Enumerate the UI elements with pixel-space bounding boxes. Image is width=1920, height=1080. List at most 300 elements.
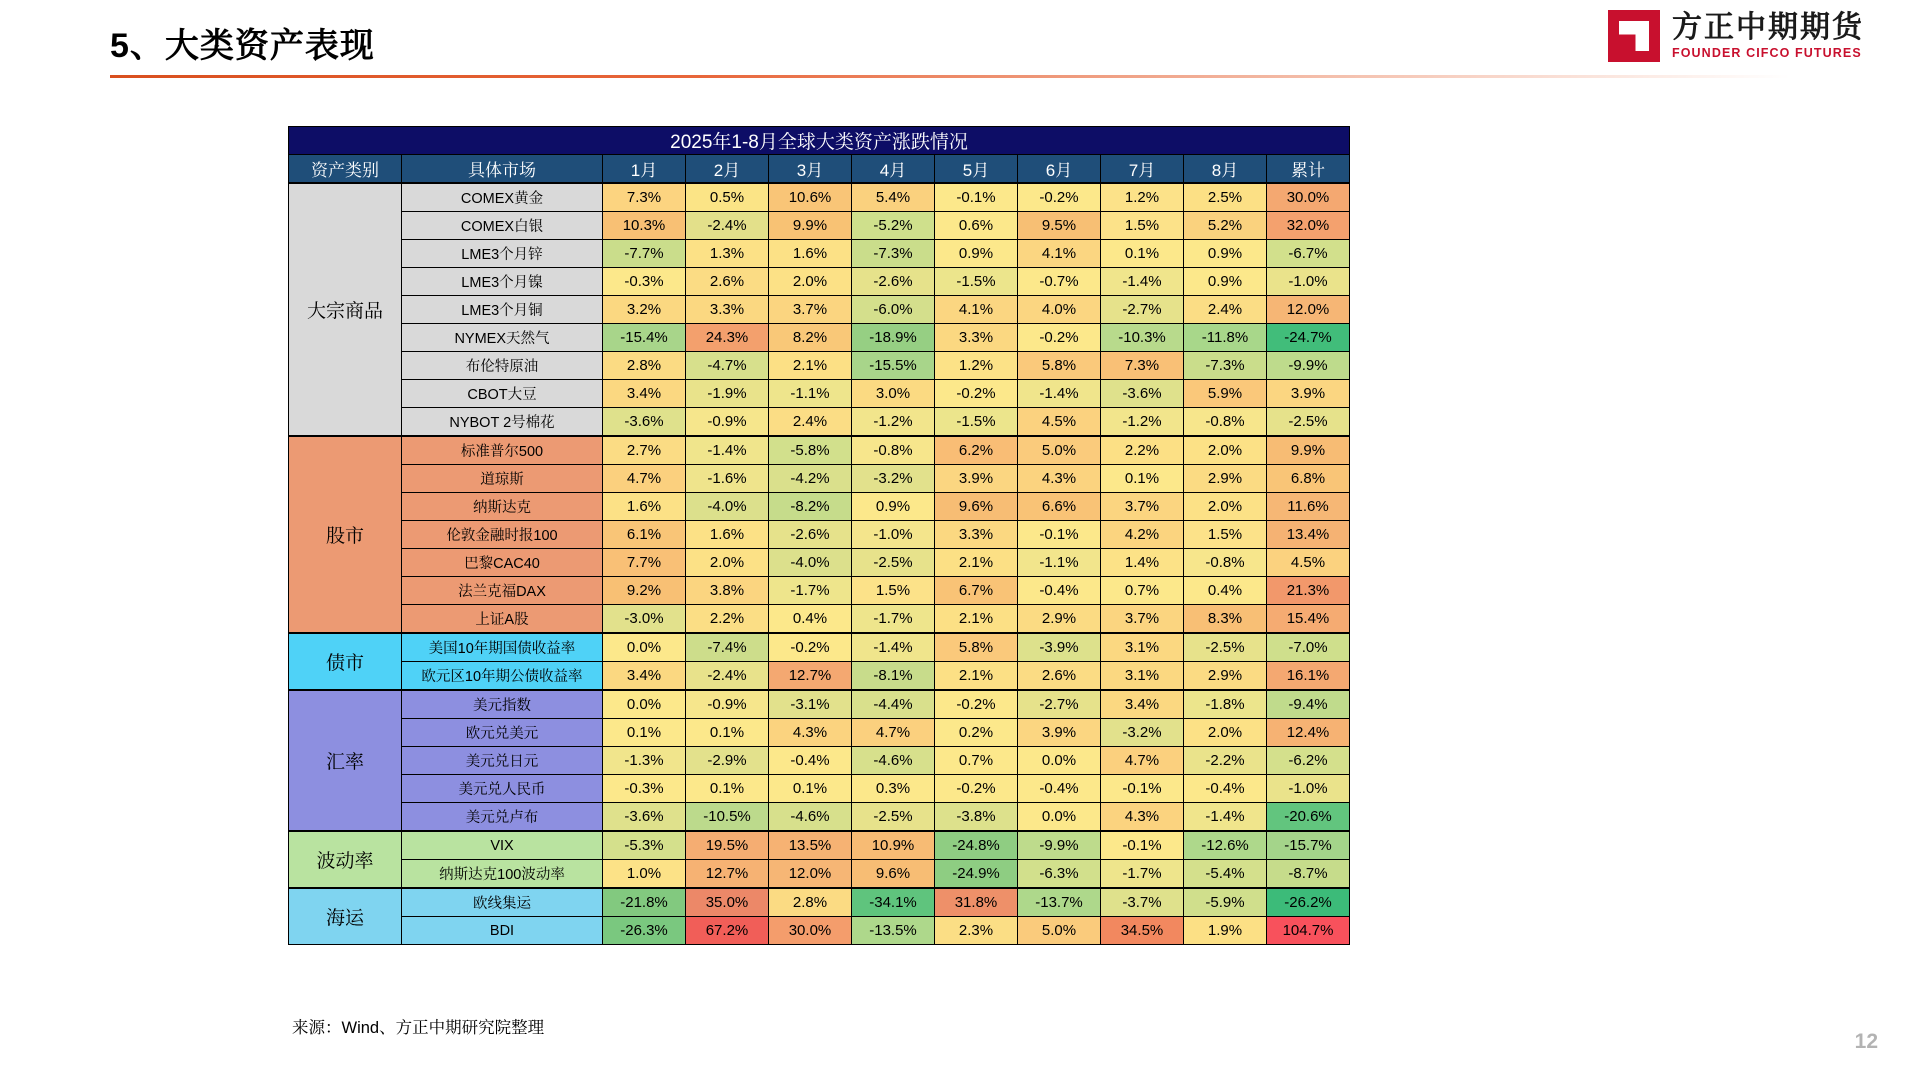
table-row xyxy=(289,917,1350,945)
value-cell: 4.0% xyxy=(1018,296,1101,324)
asset-performance-table-wrap xyxy=(288,126,1350,945)
value-cell: 4.7% xyxy=(1101,747,1184,775)
value-cell: -24.8% xyxy=(935,831,1018,860)
asset-category-cell: 股市 xyxy=(289,436,402,633)
value-cell: -7.7% xyxy=(603,240,686,268)
value-cell: -2.5% xyxy=(1267,408,1350,437)
value-cell: -11.8% xyxy=(1184,324,1267,352)
value-cell: 3.7% xyxy=(1101,605,1184,634)
value-cell: 3.1% xyxy=(1101,633,1184,662)
value-cell: 34.5% xyxy=(1101,917,1184,945)
value-cell: 24.3% xyxy=(686,324,769,352)
value-cell: -3.9% xyxy=(1018,633,1101,662)
value-cell: -0.1% xyxy=(1101,831,1184,860)
market-name-cell: LME3个月镍 xyxy=(402,268,603,296)
market-name-cell: 上证A股 xyxy=(402,605,603,634)
value-cell: 3.0% xyxy=(852,380,935,408)
value-cell: 2.0% xyxy=(1184,719,1267,747)
value-cell: -1.4% xyxy=(1018,380,1101,408)
value-cell: -2.4% xyxy=(686,662,769,691)
value-cell: 2.1% xyxy=(935,662,1018,691)
value-cell: 0.4% xyxy=(769,605,852,634)
value-cell: -2.7% xyxy=(1101,296,1184,324)
asset-category-cell: 大宗商品 xyxy=(289,183,402,436)
value-cell: 2.7% xyxy=(603,436,686,465)
value-cell: 12.0% xyxy=(1267,296,1350,324)
column-header-7: 6月 xyxy=(1018,155,1101,184)
value-cell: -0.8% xyxy=(1184,549,1267,577)
value-cell: -26.3% xyxy=(603,917,686,945)
value-cell: -1.0% xyxy=(852,521,935,549)
value-cell: -0.9% xyxy=(686,408,769,437)
value-cell: -3.7% xyxy=(1101,888,1184,917)
value-cell: -0.2% xyxy=(935,690,1018,719)
value-cell: 6.6% xyxy=(1018,493,1101,521)
value-cell: -20.6% xyxy=(1267,803,1350,832)
table-row xyxy=(289,860,1350,889)
table-row xyxy=(289,465,1350,493)
value-cell: 2.4% xyxy=(1184,296,1267,324)
value-cell: 3.4% xyxy=(1101,690,1184,719)
table-row xyxy=(289,521,1350,549)
value-cell: 15.4% xyxy=(1267,605,1350,634)
table-row xyxy=(289,212,1350,240)
value-cell: 6.1% xyxy=(603,521,686,549)
value-cell: -1.4% xyxy=(1101,268,1184,296)
value-cell: 0.1% xyxy=(603,719,686,747)
value-cell: -2.5% xyxy=(1184,633,1267,662)
column-header-5: 4月 xyxy=(852,155,935,184)
table-row xyxy=(289,775,1350,803)
column-header-9: 8月 xyxy=(1184,155,1267,184)
value-cell: 2.6% xyxy=(686,268,769,296)
value-cell: 7.3% xyxy=(1101,352,1184,380)
market-name-cell: BDI xyxy=(402,917,603,945)
market-name-cell: 伦敦金融时报100 xyxy=(402,521,603,549)
market-name-cell: 法兰克福DAX xyxy=(402,577,603,605)
value-cell: -0.2% xyxy=(1018,324,1101,352)
value-cell: -1.7% xyxy=(852,605,935,634)
market-name-cell: 纳斯达克 xyxy=(402,493,603,521)
table-row xyxy=(289,296,1350,324)
value-cell: 30.0% xyxy=(1267,183,1350,212)
value-cell: 4.1% xyxy=(935,296,1018,324)
value-cell: 3.4% xyxy=(603,380,686,408)
slide-header xyxy=(0,0,1920,84)
value-cell: 0.1% xyxy=(769,775,852,803)
value-cell: -13.7% xyxy=(1018,888,1101,917)
value-cell: 0.0% xyxy=(1018,803,1101,832)
value-cell: 2.9% xyxy=(1018,605,1101,634)
value-cell: 0.0% xyxy=(603,690,686,719)
column-header-1: 具体市场 xyxy=(402,155,603,184)
value-cell: -1.1% xyxy=(769,380,852,408)
value-cell: -2.7% xyxy=(1018,690,1101,719)
value-cell: 4.2% xyxy=(1101,521,1184,549)
value-cell: 2.0% xyxy=(1184,493,1267,521)
value-cell: 2.0% xyxy=(769,268,852,296)
value-cell: -5.4% xyxy=(1184,860,1267,889)
value-cell: -1.7% xyxy=(1101,860,1184,889)
value-cell: 1.6% xyxy=(769,240,852,268)
value-cell: -0.4% xyxy=(1184,775,1267,803)
value-cell: 12.4% xyxy=(1267,719,1350,747)
column-header-10: 累计 xyxy=(1267,155,1350,184)
value-cell: 0.1% xyxy=(1101,240,1184,268)
value-cell: -1.2% xyxy=(1101,408,1184,437)
value-cell: 2.8% xyxy=(603,352,686,380)
table-row xyxy=(289,605,1350,634)
value-cell: 1.5% xyxy=(852,577,935,605)
table-row xyxy=(289,719,1350,747)
market-name-cell: 布伦特原油 xyxy=(402,352,603,380)
table-row xyxy=(289,240,1350,268)
table-row xyxy=(289,183,1350,212)
value-cell: -0.4% xyxy=(1018,775,1101,803)
market-name-cell: 欧元区10年期公债收益率 xyxy=(402,662,603,691)
table-row xyxy=(289,690,1350,719)
column-header-0: 资产类别 xyxy=(289,155,402,184)
value-cell: 2.4% xyxy=(769,408,852,437)
value-cell: 1.5% xyxy=(1101,212,1184,240)
value-cell: 4.3% xyxy=(1018,465,1101,493)
value-cell: 2.2% xyxy=(686,605,769,634)
table-title-row xyxy=(289,127,1350,155)
founder-logo-icon xyxy=(1608,10,1660,62)
value-cell: 3.2% xyxy=(603,296,686,324)
value-cell: -7.0% xyxy=(1267,633,1350,662)
value-cell: -8.2% xyxy=(769,493,852,521)
value-cell: 3.9% xyxy=(935,465,1018,493)
value-cell: 3.3% xyxy=(935,324,1018,352)
table-row xyxy=(289,268,1350,296)
market-name-cell: 标准普尔500 xyxy=(402,436,603,465)
value-cell: 0.7% xyxy=(935,747,1018,775)
value-cell: -1.4% xyxy=(852,633,935,662)
value-cell: -13.5% xyxy=(852,917,935,945)
value-cell: -1.4% xyxy=(1184,803,1267,832)
value-cell: 4.5% xyxy=(1267,549,1350,577)
value-cell: 3.9% xyxy=(1018,719,1101,747)
value-cell: -4.2% xyxy=(769,465,852,493)
source-note: 来源：Wind、方正中期研究院整理 xyxy=(292,1019,545,1037)
table-row xyxy=(289,549,1350,577)
table-row xyxy=(289,577,1350,605)
value-cell: -0.2% xyxy=(935,380,1018,408)
table-row xyxy=(289,352,1350,380)
value-cell: 2.1% xyxy=(935,549,1018,577)
value-cell: 3.8% xyxy=(686,577,769,605)
value-cell: 2.1% xyxy=(935,605,1018,634)
table-row xyxy=(289,493,1350,521)
value-cell: 1.5% xyxy=(1184,521,1267,549)
value-cell: -10.5% xyxy=(686,803,769,832)
value-cell: 5.8% xyxy=(1018,352,1101,380)
value-cell: -4.7% xyxy=(686,352,769,380)
value-cell: 0.2% xyxy=(935,719,1018,747)
value-cell: 2.8% xyxy=(769,888,852,917)
value-cell: -1.3% xyxy=(603,747,686,775)
asset-performance-table xyxy=(288,126,1350,945)
column-header-row xyxy=(289,155,1350,184)
value-cell: -1.0% xyxy=(1267,268,1350,296)
asset-category-cell: 汇率 xyxy=(289,690,402,831)
market-name-cell: 欧元兑美元 xyxy=(402,719,603,747)
value-cell: -24.9% xyxy=(935,860,1018,889)
value-cell: -2.5% xyxy=(852,549,935,577)
value-cell: -3.0% xyxy=(603,605,686,634)
value-cell: 2.9% xyxy=(1184,465,1267,493)
value-cell: 3.3% xyxy=(686,296,769,324)
title-divider xyxy=(110,75,1790,78)
value-cell: -1.2% xyxy=(852,408,935,437)
value-cell: -0.1% xyxy=(935,183,1018,212)
value-cell: 10.9% xyxy=(852,831,935,860)
value-cell: 0.5% xyxy=(686,183,769,212)
value-cell: 5.0% xyxy=(1018,436,1101,465)
table-row xyxy=(289,324,1350,352)
value-cell: 1.3% xyxy=(686,240,769,268)
market-name-cell: VIX xyxy=(402,831,603,860)
table-row xyxy=(289,380,1350,408)
value-cell: -10.3% xyxy=(1101,324,1184,352)
value-cell: 10.6% xyxy=(769,183,852,212)
table-row xyxy=(289,888,1350,917)
value-cell: -8.1% xyxy=(852,662,935,691)
column-header-8: 7月 xyxy=(1101,155,1184,184)
value-cell: -4.0% xyxy=(686,493,769,521)
value-cell: -4.0% xyxy=(769,549,852,577)
value-cell: -0.7% xyxy=(1018,268,1101,296)
value-cell: -7.3% xyxy=(852,240,935,268)
market-name-cell: 美元指数 xyxy=(402,690,603,719)
market-name-cell: 欧线集运 xyxy=(402,888,603,917)
value-cell: 4.3% xyxy=(1101,803,1184,832)
value-cell: 9.6% xyxy=(852,860,935,889)
value-cell: 12.0% xyxy=(769,860,852,889)
value-cell: 0.1% xyxy=(1101,465,1184,493)
value-cell: -3.6% xyxy=(603,803,686,832)
value-cell: -5.3% xyxy=(603,831,686,860)
value-cell: 5.9% xyxy=(1184,380,1267,408)
page-title: 5、大类资产表现 xyxy=(110,27,375,65)
value-cell: -5.9% xyxy=(1184,888,1267,917)
value-cell: -0.3% xyxy=(603,775,686,803)
column-header-6: 5月 xyxy=(935,155,1018,184)
value-cell: -3.6% xyxy=(1101,380,1184,408)
market-name-cell: 美元兑人民币 xyxy=(402,775,603,803)
value-cell: -8.7% xyxy=(1267,860,1350,889)
value-cell: -1.6% xyxy=(686,465,769,493)
value-cell: 3.9% xyxy=(1267,380,1350,408)
column-header-3: 2月 xyxy=(686,155,769,184)
value-cell: 2.1% xyxy=(769,352,852,380)
value-cell: -1.8% xyxy=(1184,690,1267,719)
value-cell: -9.9% xyxy=(1267,352,1350,380)
market-name-cell: 美元兑卢布 xyxy=(402,803,603,832)
value-cell: -9.4% xyxy=(1267,690,1350,719)
value-cell: 35.0% xyxy=(686,888,769,917)
value-cell: 3.3% xyxy=(935,521,1018,549)
table-row xyxy=(289,436,1350,465)
value-cell: 30.0% xyxy=(769,917,852,945)
value-cell: -5.8% xyxy=(769,436,852,465)
value-cell: 9.9% xyxy=(769,212,852,240)
value-cell: 3.4% xyxy=(603,662,686,691)
value-cell: 4.1% xyxy=(1018,240,1101,268)
value-cell: -1.7% xyxy=(769,577,852,605)
market-name-cell: COMEX黄金 xyxy=(402,183,603,212)
value-cell: -34.1% xyxy=(852,888,935,917)
value-cell: -4.6% xyxy=(852,747,935,775)
value-cell: -26.2% xyxy=(1267,888,1350,917)
value-cell: -2.4% xyxy=(686,212,769,240)
value-cell: -3.6% xyxy=(603,408,686,437)
asset-category-cell: 海运 xyxy=(289,888,402,945)
value-cell: -1.5% xyxy=(935,408,1018,437)
value-cell: 0.9% xyxy=(852,493,935,521)
page-number: 12 xyxy=(1854,1030,1878,1053)
value-cell: 0.9% xyxy=(1184,268,1267,296)
table-row xyxy=(289,831,1350,860)
value-cell: -0.3% xyxy=(603,268,686,296)
market-name-cell: 巴黎CAC40 xyxy=(402,549,603,577)
value-cell: -3.1% xyxy=(769,690,852,719)
table-body xyxy=(289,183,1350,945)
table-head xyxy=(289,127,1350,184)
value-cell: 2.6% xyxy=(1018,662,1101,691)
value-cell: -24.7% xyxy=(1267,324,1350,352)
value-cell: -5.2% xyxy=(852,212,935,240)
value-cell: 0.6% xyxy=(935,212,1018,240)
value-cell: 4.3% xyxy=(769,719,852,747)
value-cell: -7.4% xyxy=(686,633,769,662)
value-cell: 32.0% xyxy=(1267,212,1350,240)
value-cell: 0.1% xyxy=(686,719,769,747)
value-cell: 1.6% xyxy=(686,521,769,549)
value-cell: -0.8% xyxy=(852,436,935,465)
value-cell: -0.4% xyxy=(1018,577,1101,605)
value-cell: -0.2% xyxy=(1018,183,1101,212)
value-cell: 21.3% xyxy=(1267,577,1350,605)
value-cell: -0.4% xyxy=(769,747,852,775)
market-name-cell: 美元兑日元 xyxy=(402,747,603,775)
value-cell: -3.8% xyxy=(935,803,1018,832)
value-cell: 4.5% xyxy=(1018,408,1101,437)
market-name-cell: 美国10年期国债收益率 xyxy=(402,633,603,662)
market-name-cell: NYMEX天然气 xyxy=(402,324,603,352)
table-row xyxy=(289,408,1350,437)
value-cell: -0.2% xyxy=(769,633,852,662)
value-cell: -6.7% xyxy=(1267,240,1350,268)
value-cell: 3.1% xyxy=(1101,662,1184,691)
value-cell: 4.7% xyxy=(852,719,935,747)
value-cell: 0.1% xyxy=(686,775,769,803)
value-cell: 104.7% xyxy=(1267,917,1350,945)
value-cell: 3.7% xyxy=(769,296,852,324)
market-name-cell: COMEX白银 xyxy=(402,212,603,240)
value-cell: 13.4% xyxy=(1267,521,1350,549)
value-cell: 19.5% xyxy=(686,831,769,860)
value-cell: 6.8% xyxy=(1267,465,1350,493)
value-cell: -9.9% xyxy=(1018,831,1101,860)
value-cell: 7.3% xyxy=(603,183,686,212)
value-cell: -2.6% xyxy=(769,521,852,549)
value-cell: 2.5% xyxy=(1184,183,1267,212)
value-cell: 1.4% xyxy=(1101,549,1184,577)
value-cell: 67.2% xyxy=(686,917,769,945)
value-cell: -12.6% xyxy=(1184,831,1267,860)
value-cell: 9.6% xyxy=(935,493,1018,521)
value-cell: -0.1% xyxy=(1101,775,1184,803)
value-cell: -2.2% xyxy=(1184,747,1267,775)
value-cell: 7.7% xyxy=(603,549,686,577)
brand-name-en: FOUNDER CIFCO FUTURES xyxy=(1672,45,1862,60)
value-cell: -1.0% xyxy=(1267,775,1350,803)
value-cell: -4.4% xyxy=(852,690,935,719)
value-cell: 4.7% xyxy=(603,465,686,493)
value-cell: 2.3% xyxy=(935,917,1018,945)
value-cell: -1.1% xyxy=(1018,549,1101,577)
value-cell: 0.7% xyxy=(1101,577,1184,605)
value-cell: 12.7% xyxy=(686,860,769,889)
value-cell: -1.9% xyxy=(686,380,769,408)
value-cell: 6.2% xyxy=(935,436,1018,465)
value-cell: 5.4% xyxy=(852,183,935,212)
table-row xyxy=(289,747,1350,775)
asset-category-cell: 波动率 xyxy=(289,831,402,888)
value-cell: -21.8% xyxy=(603,888,686,917)
table-row xyxy=(289,803,1350,832)
value-cell: 8.2% xyxy=(769,324,852,352)
table-title: 2025年1-8月全球大类资产涨跌情况 xyxy=(289,127,1350,155)
value-cell: -1.5% xyxy=(935,268,1018,296)
value-cell: -18.9% xyxy=(852,324,935,352)
value-cell: 0.3% xyxy=(852,775,935,803)
value-cell: -1.4% xyxy=(686,436,769,465)
value-cell: 10.3% xyxy=(603,212,686,240)
value-cell: 1.9% xyxy=(1184,917,1267,945)
value-cell: -3.2% xyxy=(852,465,935,493)
table-row xyxy=(289,662,1350,691)
value-cell: -15.5% xyxy=(852,352,935,380)
value-cell: -6.2% xyxy=(1267,747,1350,775)
value-cell: -2.6% xyxy=(852,268,935,296)
value-cell: 0.4% xyxy=(1184,577,1267,605)
value-cell: -15.4% xyxy=(603,324,686,352)
value-cell: -0.2% xyxy=(935,775,1018,803)
market-name-cell: NYBOT 2号棉花 xyxy=(402,408,603,437)
value-cell: 0.0% xyxy=(603,633,686,662)
value-cell: 0.9% xyxy=(935,240,1018,268)
value-cell: -0.9% xyxy=(686,690,769,719)
value-cell: 1.0% xyxy=(603,860,686,889)
value-cell: 9.5% xyxy=(1018,212,1101,240)
value-cell: -3.2% xyxy=(1101,719,1184,747)
value-cell: 31.8% xyxy=(935,888,1018,917)
market-name-cell: LME3个月铜 xyxy=(402,296,603,324)
value-cell: -6.0% xyxy=(852,296,935,324)
value-cell: 1.6% xyxy=(603,493,686,521)
value-cell: 9.9% xyxy=(1267,436,1350,465)
column-header-2: 1月 xyxy=(603,155,686,184)
brand-logo xyxy=(1608,10,1864,62)
value-cell: 2.0% xyxy=(686,549,769,577)
value-cell: -15.7% xyxy=(1267,831,1350,860)
market-name-cell: CBOT大豆 xyxy=(402,380,603,408)
value-cell: -6.3% xyxy=(1018,860,1101,889)
value-cell: 1.2% xyxy=(1101,183,1184,212)
